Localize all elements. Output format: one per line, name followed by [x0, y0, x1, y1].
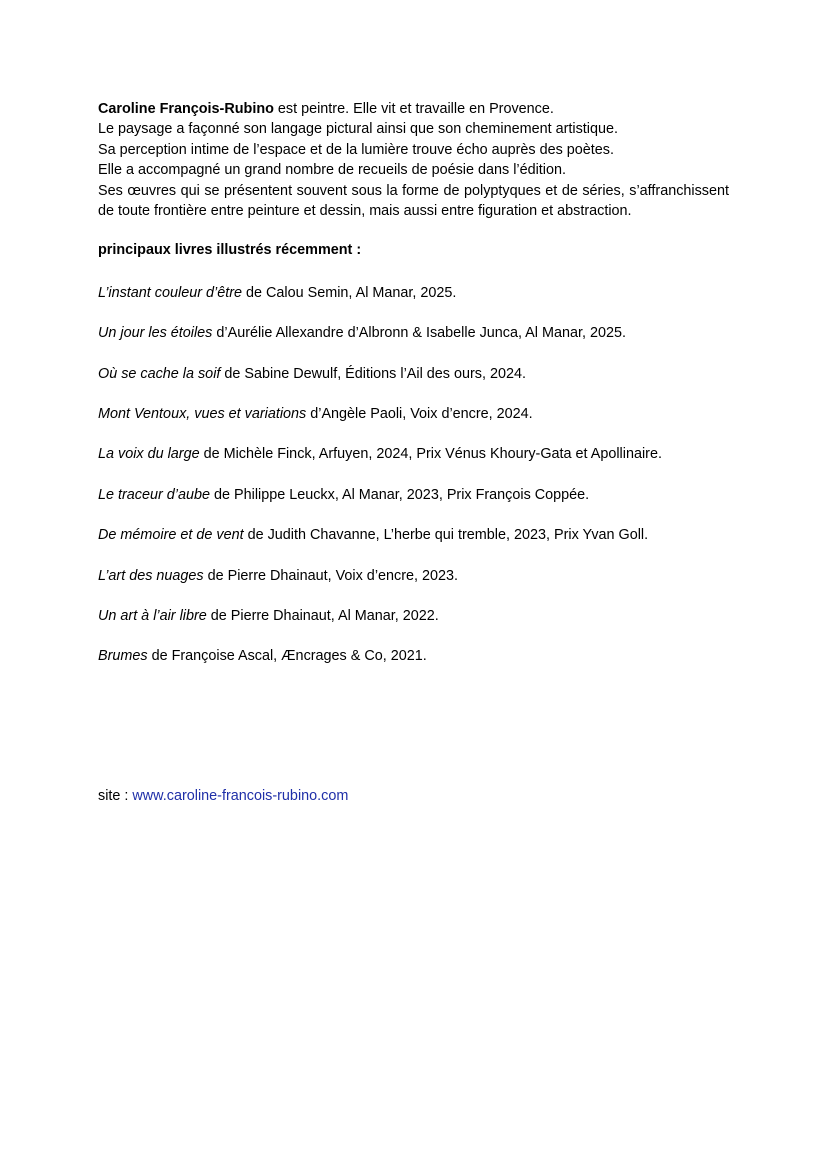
bio-section — [98, 99, 729, 221]
document-page — [98, 99, 729, 687]
book-item — [98, 525, 729, 545]
book-item — [98, 646, 729, 666]
book-details: de Calou Semin, Al Manar, 2025. — [242, 284, 457, 301]
book-details: de Sabine Dewulf, Éditions l’Ail des ours, 2024. — [220, 365, 526, 382]
book-item — [98, 283, 729, 303]
site-link[interactable]: www.caroline-francois-rubino.com — [132, 788, 349, 804]
site-label: site : — [98, 788, 133, 804]
book-title: Un art à l’air libre — [98, 607, 207, 624]
book-details: de Michèle Finck, Arfuyen, 2024, Prix Vénus Khoury-Gata et Apollinaire. — [199, 446, 662, 463]
section-heading: principaux livres illustrés récemment : — [98, 242, 362, 259]
book-item — [98, 444, 729, 464]
book-title: L’instant couleur d’être — [98, 284, 242, 301]
book-item — [98, 485, 729, 505]
book-item — [98, 606, 729, 626]
book-title: Un jour les étoiles — [98, 325, 213, 342]
bio-line-1 — [98, 99, 729, 119]
book-details: de Philippe Leuckx, Al Manar, 2023, Prix François Coppée. — [210, 486, 590, 503]
bio-line-2: Le paysage a façonné son langage pictural ainsi que son cheminement artistique. — [98, 121, 619, 138]
artist-name: Caroline François-Rubino — [98, 101, 274, 117]
book-item — [98, 323, 729, 343]
book-title: L’art des nuages — [98, 567, 204, 584]
book-title: La voix du large — [98, 446, 200, 463]
book-title: Mont Ventoux, vues et variations — [98, 406, 307, 423]
bio-line-1-rest: est peintre. Elle vit et travaille en Provence. — [273, 101, 554, 117]
book-details: de Pierre Dhainaut, Voix d’encre, 2023. — [203, 567, 459, 584]
book-details: de Judith Chavanne, L’herbe qui tremble, 2023, Prix Yvan Goll. — [243, 527, 649, 544]
book-title: Brumes — [98, 648, 148, 665]
site-line — [98, 786, 348, 806]
bio-line-3: Sa perception intime de l’espace et de la lumière trouve écho auprès des poètes. — [98, 141, 614, 158]
book-list — [98, 283, 729, 667]
book-details: d’Aurélie Allexandre d’Albronn & Isabelle Junca, Al Manar, 2025. — [212, 325, 626, 342]
book-details: de Françoise Ascal, Æncrages & Co, 2021. — [147, 648, 427, 665]
book-details: d’Angèle Paoli, Voix d’encre, 2024. — [306, 406, 533, 423]
bio-line-5: Ses œuvres qui se présentent souvent sous la forme de polyptyques et de séries, s’affranchissent de toute frontière entre peinture et dessin, mais aussi entre figuration et abstraction. — [98, 182, 729, 220]
book-title: De mémoire et de vent — [98, 527, 244, 544]
book-title: Où se cache la soif — [98, 365, 221, 382]
book-item — [98, 364, 729, 384]
book-item — [98, 404, 729, 424]
book-item — [98, 566, 729, 586]
book-title: Le traceur d’aube — [98, 486, 211, 503]
book-details: de Pierre Dhainaut, Al Manar, 2022. — [206, 607, 439, 624]
bio-line-4: Elle a accompagné un grand nombre de recueils de poésie dans l’édition. — [98, 162, 566, 179]
